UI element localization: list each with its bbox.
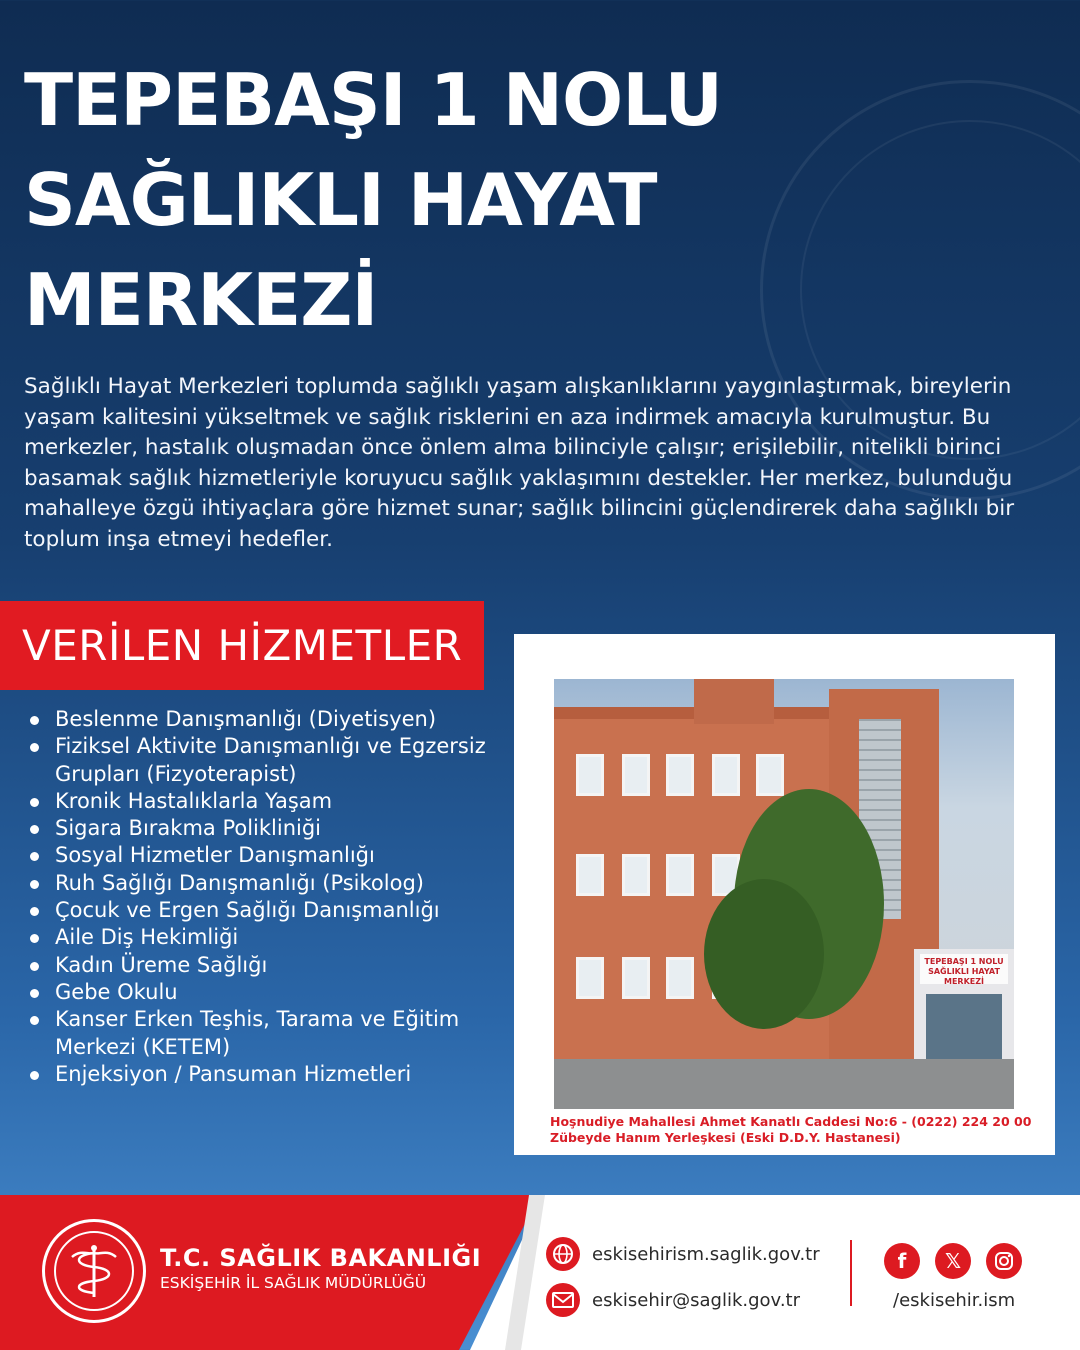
service-item [26, 733, 486, 788]
window [622, 957, 650, 999]
website-row[interactable] [546, 1237, 820, 1271]
window [712, 754, 740, 796]
window [576, 754, 604, 796]
service-label: Kronik Hastalıklarla Yaşam [55, 788, 333, 813]
website-link[interactable]: eskisehirism.saglik.gov.tr [592, 1243, 820, 1265]
bullet-icon [30, 743, 39, 752]
x-icon[interactable]: 𝕏 [935, 1243, 971, 1279]
title-line-1: TEPEBAŞI 1 NOLU [24, 58, 722, 142]
service-item [26, 952, 486, 979]
center-sign: TEPEBAŞI 1 NOLU SAĞLIKLI HAYAT MERKEZİ [920, 954, 1008, 984]
service-item [26, 842, 486, 869]
service-item [26, 1061, 486, 1088]
ministry-name: T.C. SAĞLIK BAKANLIĞI [160, 1244, 482, 1272]
services-heading: VERİLEN HİZMETLER [22, 621, 463, 670]
mail-icon [546, 1283, 580, 1317]
footer-divider [850, 1240, 852, 1306]
window [666, 854, 694, 896]
services-list [26, 706, 486, 1088]
tree [704, 879, 824, 1029]
bullet-icon [30, 716, 39, 725]
title-line-2: SAĞLIKLI HAYAT [24, 158, 657, 242]
building-top-floor [694, 679, 774, 724]
bullet-icon [30, 825, 39, 834]
bullet-icon [30, 934, 39, 943]
window [576, 957, 604, 999]
service-item [26, 897, 486, 924]
window [622, 854, 650, 896]
social-handle[interactable]: /eskisehir.ism [893, 1290, 1016, 1311]
address-caption [550, 1114, 1040, 1146]
service-label: Kanser Erken Teşhis, Tarama ve Eğitim Merkezi (KETEM) [55, 1007, 460, 1059]
bullet-icon [30, 1071, 39, 1080]
directorate-name: ESKİŞEHİR İL SAĞLIK MÜDÜRLÜĞÜ [160, 1274, 427, 1292]
instagram-icon[interactable] [986, 1243, 1022, 1279]
building-photo [554, 679, 1014, 1109]
caduceus-icon [69, 1243, 119, 1299]
bullet-icon [30, 989, 39, 998]
service-item [26, 924, 486, 951]
bullet-icon [30, 907, 39, 916]
service-label: Enjeksiyon / Pansuman Hizmetleri [55, 1061, 412, 1086]
bullet-icon [30, 1016, 39, 1025]
social-icons [884, 1243, 1037, 1279]
ministry-logo [42, 1219, 146, 1323]
ministry-name-block [160, 1244, 481, 1294]
service-label: Beslenme Danışmanlığı (Diyetisyen) [55, 707, 437, 731]
service-item [26, 870, 486, 897]
bullet-icon [30, 798, 39, 807]
campus-line: Zübeyde Hanım Yerleşkesi (Eski D.D.Y. Hastanesi) [550, 1130, 901, 1145]
intro-paragraph: Sağlıklı Hayat Merkezleri toplumda sağlıklı yaşam alışkanlıklarını yaygınlaştırmak, bireylerin yaşam kalitesini yükseltmek ve sağlık risklerini en aza indirmek amacıyla kurulmuştur. Bu merkezler, hastalık oluşmadan önce önlem alma bilinciyle çalışır; erişilebilir, nitelikli birinci basamak sağlık hizmetleriyle koruyucu sağlık yaklaşımını destekler. Her merkez, bulunduğu mahalleye özgü ihtiyaçlara göre hizmet sunar; sağlık bilincini güçlendirerek daha sağlıklı bir toplum inşa etmeyi hedefler. [24, 374, 1015, 552]
window [622, 754, 650, 796]
service-label: Çocuk ve Ergen Sağlığı Danışmanlığı [55, 898, 440, 923]
bullet-icon [30, 852, 39, 861]
service-label: Aile Diş Hekimliği [55, 925, 239, 950]
ground [554, 1059, 1014, 1109]
service-label: Ruh Sağlığı Danışmanlığı (Psikolog) [55, 870, 424, 895]
building-photo-card [514, 634, 1055, 1155]
globe-icon [546, 1237, 580, 1271]
window [576, 854, 604, 896]
window [666, 754, 694, 796]
entrance-door [926, 994, 1002, 1064]
window [756, 754, 784, 796]
bullet-icon [30, 880, 39, 889]
logo-inner-ring [54, 1231, 134, 1311]
address-line: Hoşnudiye Mahallesi Ahmet Kanatlı Caddesi No:6 - (0222) 224 20 00 [550, 1114, 1032, 1129]
facebook-icon[interactable]: f [884, 1243, 920, 1279]
title-line-3: MERKEZİ [24, 258, 378, 342]
bullet-icon [30, 962, 39, 971]
service-item [26, 706, 486, 733]
service-label: Gebe Okulu [55, 979, 178, 1004]
service-item [26, 1006, 486, 1061]
window [666, 957, 694, 999]
service-item [26, 979, 486, 1006]
page-title [24, 50, 744, 350]
service-label: Sosyal Hizmetler Danışmanlığı [55, 843, 375, 868]
service-item [26, 815, 486, 842]
email-row[interactable] [546, 1283, 800, 1317]
services-heading-banner [0, 601, 484, 690]
email-link[interactable]: eskisehir@saglik.gov.tr [592, 1289, 800, 1311]
service-label: Fiziksel Aktivite Danışmanlığı ve Egzersiz Grupları (Fizyoterapist) [55, 734, 486, 786]
service-label: Kadın Üreme Sağlığı [55, 952, 268, 977]
service-item [26, 788, 486, 815]
service-label: Sigara Bırakma Polikliniği [55, 816, 322, 841]
